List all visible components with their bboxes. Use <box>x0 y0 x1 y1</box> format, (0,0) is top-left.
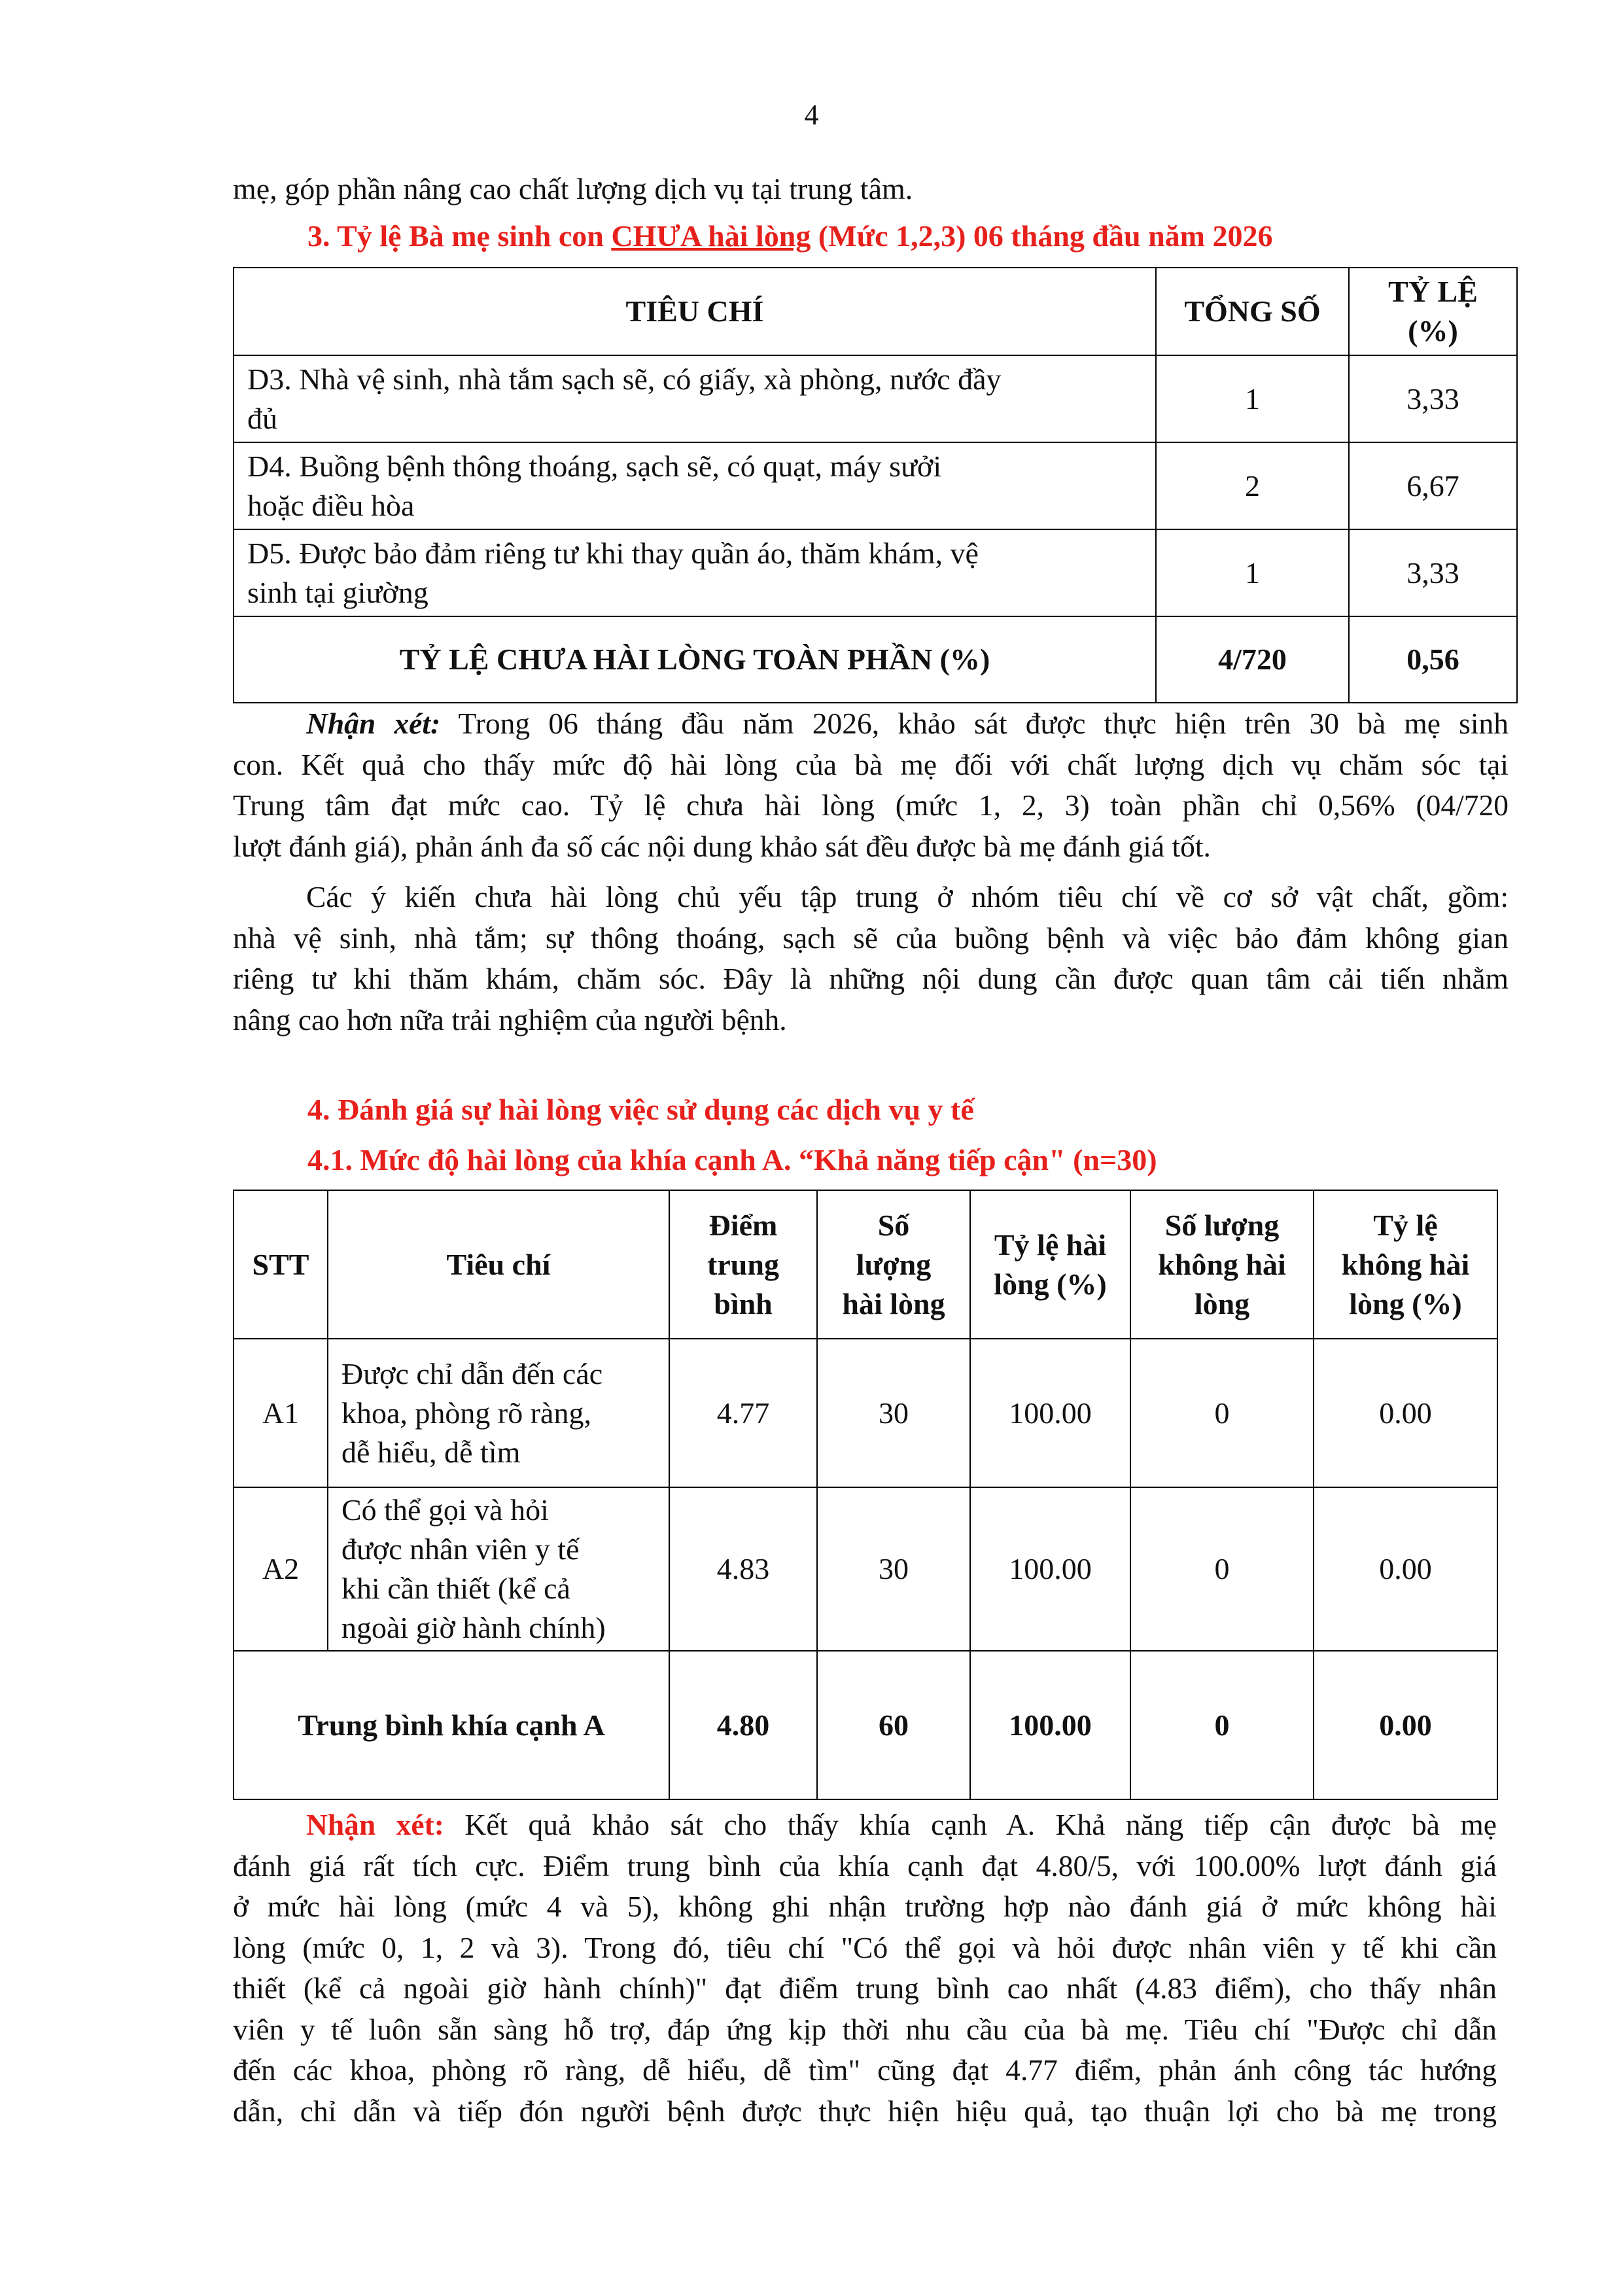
header-satisfied-rate <box>970 1190 1130 1339</box>
header-satisfied-count <box>817 1190 970 1339</box>
row-total: 2 <box>1156 442 1349 529</box>
row-unsatisfied-count: 0 <box>1130 1487 1314 1651</box>
comment-paragraph-3 <box>233 1805 1497 2132</box>
table-summary-row <box>234 616 1517 703</box>
comment-line: đến các khoa, phòng rõ ràng, dễ hiểu, dễ tìm" cũng đạt 4.77 điểm, phản ánh công tác hướng <box>233 2053 1497 2087</box>
row-criteria <box>234 442 1156 529</box>
header-line: Số lượng <box>1164 1208 1280 1242</box>
summary-satisfied-count: 60 <box>817 1651 970 1799</box>
row-stt: A1 <box>234 1339 328 1487</box>
header-line: lòng (%) <box>994 1267 1107 1301</box>
section3-heading-post: (Mức 1,2,3) 06 tháng đầu năm 2026 <box>811 219 1273 253</box>
header-line: Tỷ lệ <box>1373 1208 1438 1242</box>
summary-unsatisfied-count: 0 <box>1130 1651 1314 1799</box>
header-criteria: Tiêu chí <box>328 1190 669 1339</box>
row-satisfied-count: 30 <box>817 1487 970 1651</box>
comment-line <box>233 703 1509 745</box>
row-total: 1 <box>1156 355 1349 442</box>
row-avg-score: 4.83 <box>669 1487 817 1651</box>
header-unsatisfied-count <box>1130 1190 1314 1339</box>
comment-line <box>233 1805 1497 1846</box>
section3-heading-underlined: CHƯA hài lòng <box>611 219 811 253</box>
table-row <box>234 355 1517 442</box>
comment-line: lòng (mức 0, 1, 2 và 3). Trong đó, tiêu chí "Có thể gọi và hỏi được nhân viên y tế khi cần <box>233 1930 1497 1964</box>
row-criteria-line: Có thể gọi và hỏi <box>341 1493 549 1527</box>
section3-heading-pre: 3. Tỷ lệ Bà mẹ sinh con <box>307 219 612 253</box>
comment-line: nhà vệ sinh, nhà tắm; sự thông thoáng, sạch sẽ của buồng bệnh và việc bảo đảm không gian <box>233 921 1509 955</box>
intro-line: mẹ, góp phần nâng cao chất lượng dịch vụ tại trung tâm. <box>233 172 913 205</box>
row-criteria <box>328 1339 669 1487</box>
comment-line: thiết (kể cả ngoài giờ hành chính)" đạt điểm trung bình cao nhất (4.83 điểm), cho thấy nhân <box>233 1971 1497 2005</box>
row-criteria <box>234 529 1156 616</box>
comment-label: Nhận xét: <box>306 1808 444 1841</box>
table-row <box>234 1487 1497 1651</box>
table-summary-row <box>234 1651 1497 1799</box>
row-total: 1 <box>1156 529 1349 616</box>
row-criteria-line2: hoặc điều hòa <box>247 488 415 522</box>
table-header-row <box>234 268 1517 355</box>
header-rate-line1: TỶ LỆ <box>1388 275 1478 308</box>
table-header-row <box>234 1190 1497 1339</box>
accessibility-table <box>233 1190 1498 1800</box>
row-criteria-line: khi cần thiết (kể cả <box>341 1572 570 1605</box>
comment-line: riêng tư khi thăm khám, chăm sóc. Đây là những nội dung cần được quan tâm cải tiến nhằm <box>233 962 1509 995</box>
row-criteria-line: dễ hiểu, dễ tìm <box>341 1435 521 1469</box>
header-line: hài lòng <box>842 1286 945 1320</box>
header-line: bình <box>714 1286 773 1320</box>
row-criteria-line: được nhân viên y tế <box>341 1532 580 1566</box>
row-criteria <box>234 355 1156 442</box>
row-criteria-line2: sinh tại giường <box>247 575 428 609</box>
row-criteria-line: ngoài giờ hành chính) <box>341 1611 606 1644</box>
header-criteria: TIÊU CHÍ <box>234 268 1156 355</box>
comment-line: lượt đánh giá), phản ánh đa số các nội dung khảo sát đều được bà mẹ đánh giá tốt. <box>233 829 1211 863</box>
comment-line: Các ý kiến chưa hài lòng chủ yếu tập trung ở nhóm tiêu chí về cơ sở vật chất, gồm: <box>306 880 1509 913</box>
table-row <box>234 529 1517 616</box>
summary-rate: 0,56 <box>1349 616 1517 703</box>
dissatisfaction-table <box>233 267 1518 703</box>
row-rate: 6,67 <box>1349 442 1517 529</box>
header-line: Điểm <box>708 1208 778 1242</box>
summary-satisfied-rate: 100.00 <box>970 1651 1130 1799</box>
row-stt: A2 <box>234 1487 328 1651</box>
comment-line: viên y tế luôn sẵn sàng hỗ trợ, đáp ứng kịp thời nhu cầu của bà mẹ. Tiêu chí "Được chỉ dẫn <box>233 2012 1497 2046</box>
table-row <box>234 442 1517 529</box>
section4-subheading: 4.1. Mức độ hài lòng của khía cạnh A. “Khả năng tiếp cận" (n=30) <box>307 1143 1157 1176</box>
row-unsatisfied-count: 0 <box>1130 1339 1314 1487</box>
summary-total: 4/720 <box>1156 616 1349 703</box>
header-line: không hài <box>1158 1247 1286 1281</box>
header-line: không hài <box>1341 1247 1470 1281</box>
comment-paragraph-2 <box>233 877 1509 1040</box>
header-total: TỔNG SỐ <box>1156 268 1349 355</box>
comment-text: Kết quả khảo sát cho thấy khía cạnh A. Khả năng tiếp cận được bà mẹ <box>464 1808 1497 1841</box>
header-line: lòng (%) <box>1349 1286 1462 1320</box>
row-criteria-line1: D4. Buồng bệnh thông thoáng, sạch sẽ, có quạt, máy sưởi <box>247 449 942 483</box>
row-avg-score: 4.77 <box>669 1339 817 1487</box>
header-avg-score <box>669 1190 817 1339</box>
header-line: Số <box>877 1208 910 1242</box>
header-rate-line2: (%) <box>1408 314 1458 347</box>
summary-unsatisfied-rate: 0.00 <box>1314 1651 1497 1799</box>
header-stt: STT <box>234 1190 328 1339</box>
row-criteria-line2: đủ <box>247 401 277 435</box>
comment-line: con. Kết quả cho thấy mức độ hài lòng của bà mẹ đối với chất lượng dịch vụ chăm sóc tại <box>233 747 1509 781</box>
comment-paragraph-1 <box>233 703 1509 867</box>
header-line: Tỷ lệ hài <box>994 1227 1107 1262</box>
comment-label: Nhận xét: <box>306 707 441 740</box>
row-satisfied-count: 30 <box>817 1339 970 1487</box>
comment-line: nâng cao hơn nữa trải nghiệm của người bệnh. <box>233 1002 787 1036</box>
comment-line: Trung tâm đạt mức cao. Tỷ lệ chưa hài lòng (mức 1, 2, 3) toàn phần chỉ 0,56% (04/720 <box>233 788 1509 822</box>
row-criteria-line: khoa, phòng rõ ràng, <box>341 1396 591 1430</box>
section3-heading <box>307 216 1272 256</box>
header-rate <box>1349 268 1517 355</box>
section4-heading: 4. Đánh giá sự hài lòng việc sử dụng các dịch vụ y tế <box>307 1093 974 1126</box>
row-criteria-line: Được chỉ dẫn đến các <box>341 1356 603 1390</box>
row-satisfied-rate: 100.00 <box>970 1339 1130 1487</box>
header-line: trung <box>707 1247 779 1281</box>
header-line: lòng <box>1194 1286 1250 1320</box>
summary-label: TỶ LỆ CHƯA HÀI LÒNG TOÀN PHẦN (%) <box>234 616 1156 703</box>
header-unsatisfied-rate <box>1314 1190 1497 1339</box>
header-line: lượng <box>856 1247 932 1281</box>
row-criteria-line1: D3. Nhà vệ sinh, nhà tắm sạch sẽ, có giấy, xà phòng, nước đầy <box>247 362 1002 396</box>
row-satisfied-rate: 100.00 <box>970 1487 1130 1651</box>
row-unsatisfied-rate: 0.00 <box>1314 1487 1497 1651</box>
row-unsatisfied-rate: 0.00 <box>1314 1339 1497 1487</box>
row-criteria <box>328 1487 669 1651</box>
summary-avg-score: 4.80 <box>669 1651 817 1799</box>
comment-line: dẫn, chỉ dẫn và tiếp đón người bệnh được thực hiện hiệu quả, tạo thuận lợi cho bà mẹ trong <box>233 2094 1497 2128</box>
comment-text: Trong 06 tháng đầu năm 2026, khảo sát được thực hiện trên 30 bà mẹ sinh <box>458 707 1509 740</box>
row-rate: 3,33 <box>1349 355 1517 442</box>
comment-line: ở mức hài lòng (mức 4 và 5), không ghi nhận trường hợp nào đánh giá ở mức không hài <box>233 1890 1497 1923</box>
row-criteria-line1: D5. Được bảo đảm riêng tư khi thay quần áo, thăm khám, vệ <box>247 536 979 570</box>
summary-label: Trung bình khía cạnh A <box>234 1651 669 1799</box>
table-row <box>234 1339 1497 1487</box>
page-number: 4 <box>804 99 819 131</box>
comment-line: đánh giá rất tích cực. Điểm trung bình của khía cạnh đạt 4.80/5, với 100.00% lượt đánh giá <box>233 1848 1497 1882</box>
row-rate: 3,33 <box>1349 529 1517 616</box>
